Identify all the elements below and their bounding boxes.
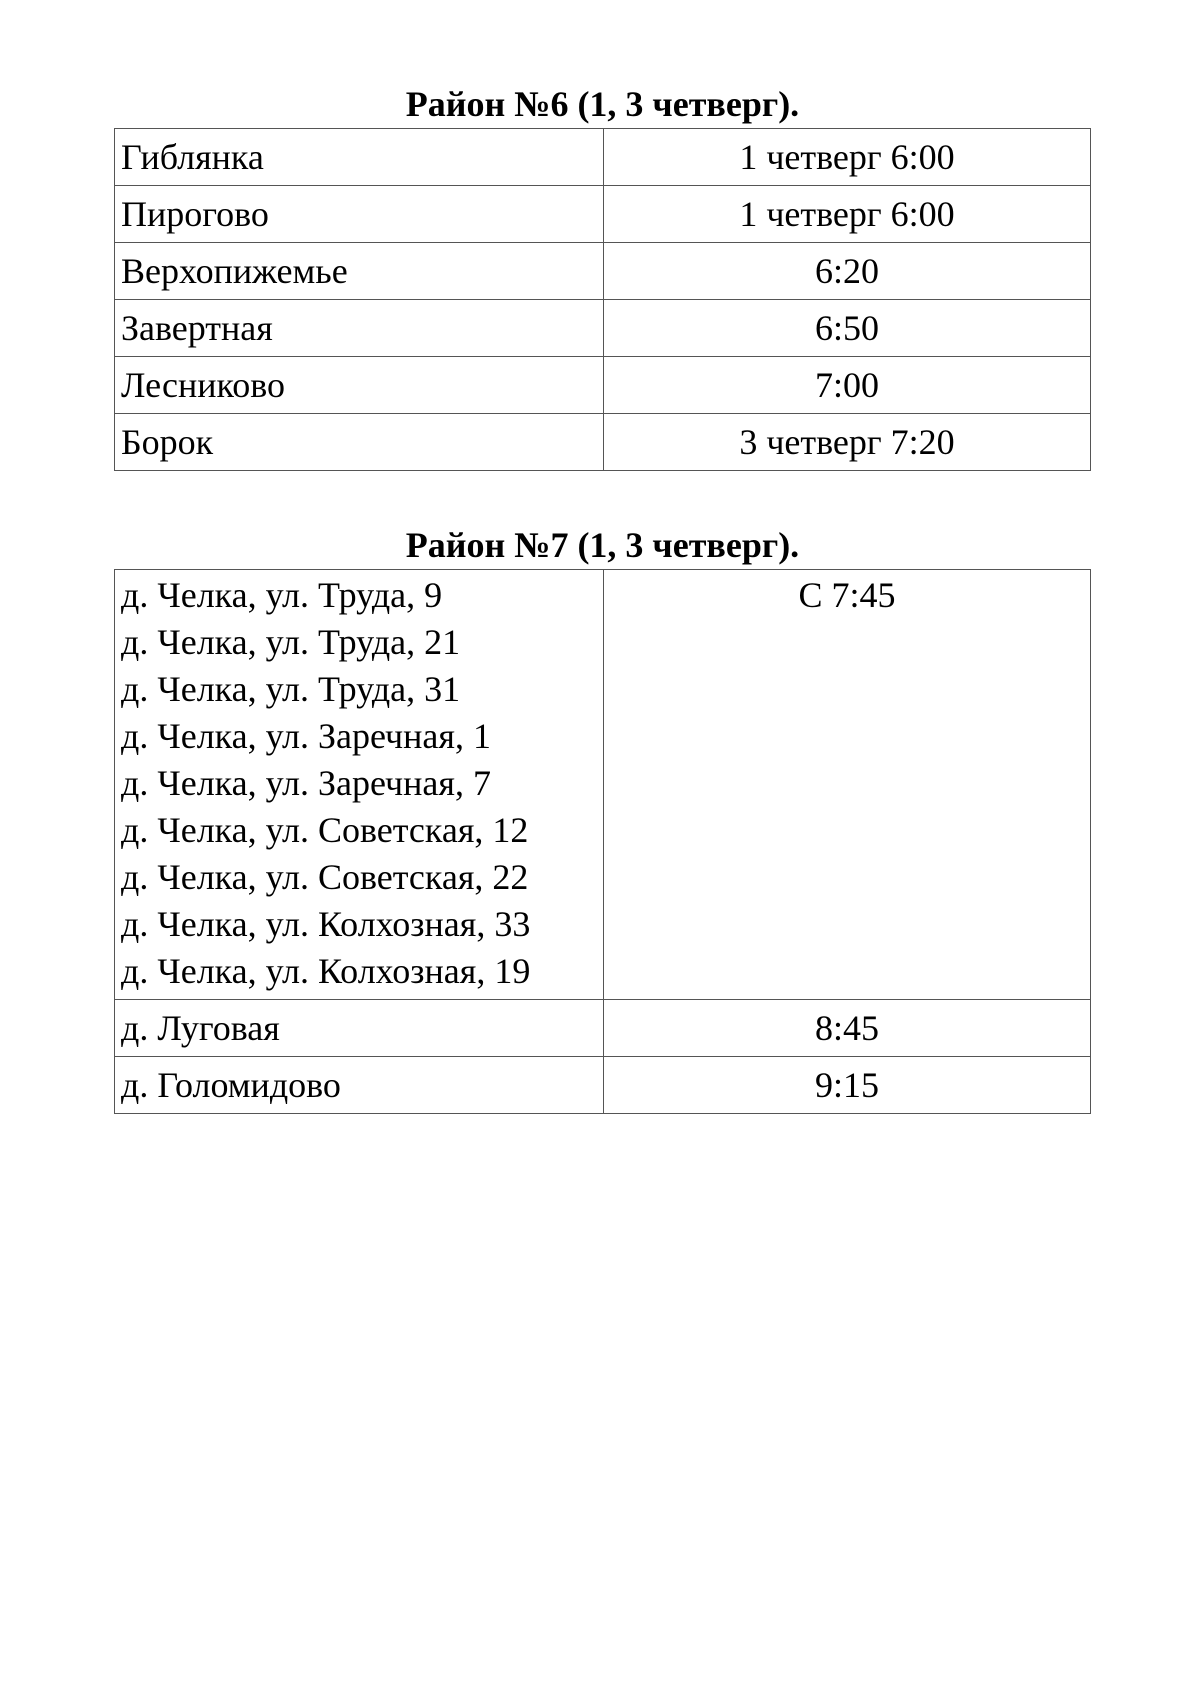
table-row [115, 570, 1091, 1000]
district-6-table [114, 128, 1091, 471]
address-line: д. Челка, ул. Труда, 21 [121, 622, 461, 662]
place-cell: Борок [115, 414, 604, 471]
address-line: д. Челка, ул. Советская, 22 [121, 857, 529, 897]
place-cell: д. Луговая [115, 1000, 604, 1057]
place-cell: Гиблянка [115, 129, 604, 186]
district-7-section [114, 523, 1091, 1114]
district-7-table [114, 569, 1091, 1114]
district-6-section [114, 82, 1091, 471]
place-cell: Лесниково [115, 357, 604, 414]
address-line: д. Челка, ул. Заречная, 1 [121, 716, 491, 756]
time-cell: С 7:45 [604, 570, 1091, 1000]
time-cell: 8:45 [604, 1000, 1091, 1057]
place-cell: д. Голомидово [115, 1057, 604, 1114]
time-cell: 7:00 [604, 357, 1091, 414]
time-cell: 3 четверг 7:20 [604, 414, 1091, 471]
address-line: д. Челка, ул. Советская, 12 [121, 810, 529, 850]
table-row [115, 186, 1091, 243]
time-cell: 9:15 [604, 1057, 1091, 1114]
table-row [115, 1057, 1091, 1114]
table-row [115, 414, 1091, 471]
address-line: д. Челка, ул. Заречная, 7 [121, 763, 491, 803]
time-cell: 1 четверг 6:00 [604, 186, 1091, 243]
district-6-title: Район №6 (1, 3 четверг). [405, 84, 800, 124]
table-row [115, 243, 1091, 300]
table-row [115, 1000, 1091, 1057]
time-cell: 6:50 [604, 300, 1091, 357]
address-line: д. Челка, ул. Колхозная, 19 [121, 951, 531, 991]
table-row [115, 300, 1091, 357]
place-cell: Пирогово [115, 186, 604, 243]
address-list-cell [115, 570, 604, 1000]
address-line: д. Челка, ул. Труда, 9 [121, 575, 443, 615]
place-cell: Завертная [115, 300, 604, 357]
place-cell: Верхопижемье [115, 243, 604, 300]
time-cell: 6:20 [604, 243, 1091, 300]
address-line: д. Челка, ул. Колхозная, 33 [121, 904, 531, 944]
table-row [115, 357, 1091, 414]
district-7-title: Район №7 (1, 3 четверг). [405, 525, 800, 565]
time-cell: 1 четверг 6:00 [604, 129, 1091, 186]
table-row [115, 129, 1091, 186]
address-line: д. Челка, ул. Труда, 31 [121, 669, 461, 709]
